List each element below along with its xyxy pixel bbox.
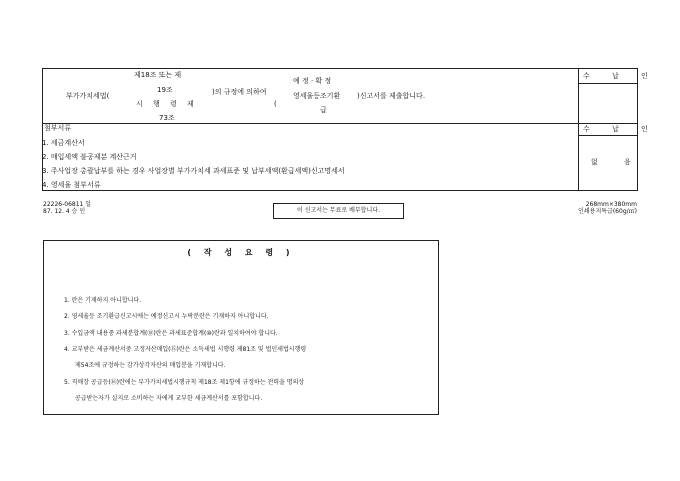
attachments-heading: 첨부서류 (44, 124, 72, 132)
instruction-item: 공급받는자가 실지로 소비하는 자에게 교부한 세금계산서를 포함합니다. (75, 395, 263, 402)
attachment-item: 1. 세금계산서 (42, 139, 85, 147)
fee-value: 없 음 (591, 158, 643, 166)
article-line-4: 73조 (159, 114, 175, 122)
article-line-1: 제18조 또는 제 (134, 71, 182, 79)
instructions-title: ( 작 성 요 령 ) (187, 248, 295, 257)
attachment-item: 4. 영세율 첨부서류 (42, 181, 101, 189)
instruction-item: 2. 영세율등 조기환급신고시에는 예정신고시 누락분란은 기재하지 아니합니다. (64, 313, 269, 320)
form-number: 22226-06811 일 (43, 201, 92, 208)
fee-label-underline (578, 135, 638, 136)
instruction-item: 3. 수입금액 내용중 과세분합계(⑱)란은 과세표준합계(⑩)란과 일치하여야 합니다. (64, 330, 278, 337)
attachment-item: 2. 매입세액 불공제분 계산근거 (42, 153, 137, 161)
attachment-item: 3. 주사업장 총괄납부를 하는 경우 사업장별 부가가치세 과세표준 및 납부세액(환급세액)신고명세서 (42, 167, 345, 175)
report-type-line-1: 예 정 · 확 정 (293, 77, 332, 85)
free-distribution-notice: 이 신고서는 무료로 배부합니다. (297, 207, 380, 214)
receipt-label-underline (578, 83, 638, 84)
approval-date: 87. 12. 4 승 인 (43, 208, 86, 215)
report-type-paren: ( (274, 100, 277, 108)
instruction-item: 제54조에 규정하는 감가상각자산의 매입분을 기재합니다. (75, 362, 226, 369)
fee-label: 수 납 인 (583, 125, 658, 133)
paper-type: 인쇄용지특급(60g/㎡) (578, 208, 637, 215)
provision-text: )의 규정에 의하여 (212, 88, 267, 96)
article-line-3: 시 행 령 제 (136, 100, 198, 108)
report-type-line-2: 영세율등조기환 (293, 92, 341, 100)
receipt-column-divider (578, 68, 579, 191)
receipt-label: 수 납 인 (583, 72, 658, 80)
section-divider (42, 123, 638, 124)
instructions-box (43, 240, 439, 415)
instruction-item: 1. 란은 기재하지 아니합니다. (64, 297, 142, 304)
article-line-2: 19조 (157, 86, 173, 94)
submission-text: )신고서를 제출합니다. (357, 92, 426, 100)
law-label: 부가가치세법( (66, 92, 110, 100)
instruction-item: 4. 교부받은 세금계산서중 고정자산매입(⑮)란은 소득세법 시행령 제81조 및 법인세법시행령 (64, 346, 307, 353)
paper-size: 268mm×380mm (585, 201, 637, 208)
instruction-item: 5. 직매장 공급등(⑯)란에는 부가가치세법시행규칙 제18조 제1항에 규정하는 전력을 명의상 (64, 379, 305, 386)
report-type-line-3: 급 (320, 106, 327, 114)
